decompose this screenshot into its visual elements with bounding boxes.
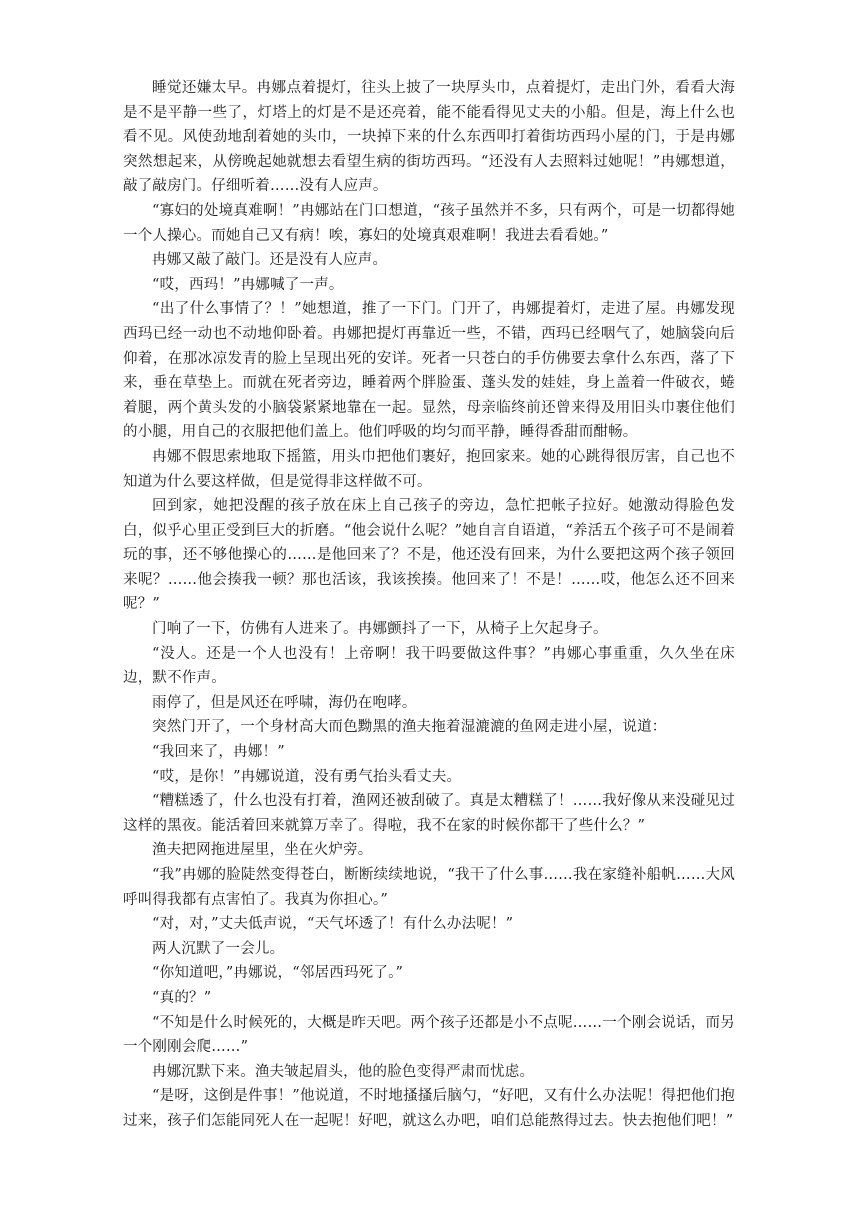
paragraph: “哎，是你！”冉娜说道，没有勇气抬头看丈夫。: [152, 768, 462, 785]
paragraph: “寡妇的处境真难啊！”冉娜站在门口想道，“孩子虽然并不多，只有两个，可是一切都得她一个人操心。而她自己又有病！唉，寡妇的处境真艰难啊！我进去看看她。”: [123, 202, 735, 244]
paragraph: “你知道吧，”冉娜说，“邻居西玛死了。”: [152, 965, 404, 982]
paragraph: 冉娜又敲了敲门。还是没有人应声。: [152, 252, 388, 269]
paragraph: “没人。还是一个人也没有！上帝啊！我干吗要做这件事？”冉娜心事重重，久久坐在床边，默不作声。: [123, 645, 735, 687]
paragraph: “我回来了，冉娜！”: [152, 744, 285, 761]
paragraph: 突然门开了，一个身材高大而色黝黑的渔夫拖着湿漉漉的鱼网走进小屋，说道：: [152, 719, 667, 736]
paragraph: “不知是什么时候死的，大概是昨天吧。两个孩子还都是小不点呢……一个刚会说话，而另一个刚刚会爬……”: [123, 1014, 735, 1056]
paragraph: “我”冉娜的脸陡然变得苍白，断断续续地说，“我干了什么事……我在家缝补船帆……大风呼叫得我都有点害怕了。我真为你担心。”: [123, 867, 735, 908]
paragraph: “真的？”: [152, 989, 212, 1006]
paragraph: 冉娜不假思索地取下摇篮，用头巾把他们裹好，抱回家来。她的心跳得很厉害，自己也不知道为什么要这样做，但是觉得非这样做不可。: [123, 448, 735, 490]
paragraph: “哎，西玛！”冉娜喊了一声。: [152, 276, 344, 293]
paragraph: 渔夫把网拖进屋里，坐在火炉旁。: [152, 842, 373, 859]
story-text: [123, 76, 735, 1134]
paragraph: “是呀，这倒是件事！”他说道，不时地搔搔后脑勺，“好吧，又有什么办法呢！得把他们抱过来，孩子们怎能同死人在一起呢！好吧，就这么办吧，咱们总能熬得过去。快去抱他们吧！”: [123, 1088, 735, 1129]
paragraph: 冉娜沉默下来。渔夫皱起眉头，他的脸色变得严肃而忧虑。: [152, 1063, 535, 1080]
paragraph: “糟糕透了，什么也没有打着，渔网还被刮破了。真是太糟糕了！……我好像从来没碰见过这样的黑夜。能活着回来就算万幸了。得啦，我不在家的时候你都干了些什么？”: [123, 793, 735, 834]
paragraph: “出了什么事情了？！”她想道，推了一下门。门开了，冉娜提着灯，走进了屋。冉娜发现西玛已经一动也不动地仰卧着。冉娜把提灯再靠近一些，不错，西玛已经咽气了，她脑袋向后仰着，在那冰凉发青的脸上呈现出死的安详。死者一只苍白的手仿佛要去拿什么东西，落了下来，垂在草垫上。而就在死者旁边，睡着两个胖脸蛋、蓬头发的娃娃，身上盖着一件破衣，蜷着腿，两个黄头发的小脑袋紧紧地靠在一起。显然，母亲临终前还曾来得及用旧头巾裹住他们的小腿，用自己的衣服把他们盖上。他们呼吸的均匀而平静，睡得香甜而酣畅。: [123, 301, 735, 441]
paragraph: 回到家，她把没醒的孩子放在床上自己孩子的旁边，急忙把帐子拉好。她激动得脸色发白，似乎心里正受到巨大的折磨。“他会说什么呢？”她自言自语道，“养活五个孩子可不是闹着玩的事，还不够他操心的……是他回来了？不是，他还没有回来，为什么要把这两个孩子领回来呢？……他会揍我一顿？那也活该，我该挨揍。他回来了！不是！……哎，他怎么还不回来呢？”: [123, 498, 735, 613]
paragraph: 门响了一下，仿佛有人进来了。冉娜颤抖了一下，从椅子上欠起身子。: [152, 621, 608, 638]
paragraph: 睡觉还嫌太早。冉娜点着提灯，往头上披了一块厚头巾，点着提灯，走出门外，看看大海是不是平静一些了，灯塔上的灯是不是还亮着，能不能看得见丈夫的小船。但是，海上什么也看不见。风使劲地刮着她的头巾，一块掉下来的什么东西叩打着街坊西玛小屋的门，于是冉娜突然想起来，从傍晚起她就想去看望生病的街坊西玛。“还没有人去照料过她呢！”冉娜想道，敲了敲房门。仔细听着……没有人应声。: [123, 80, 735, 195]
paragraph: 两人沉默了一会儿。: [152, 940, 285, 957]
paragraph: “对，对，”丈夫低声说，“天气坏透了！有什么办法呢！”: [152, 916, 514, 933]
paragraph: 雨停了，但是风还在呼啸，海仍在咆哮。: [152, 694, 417, 711]
